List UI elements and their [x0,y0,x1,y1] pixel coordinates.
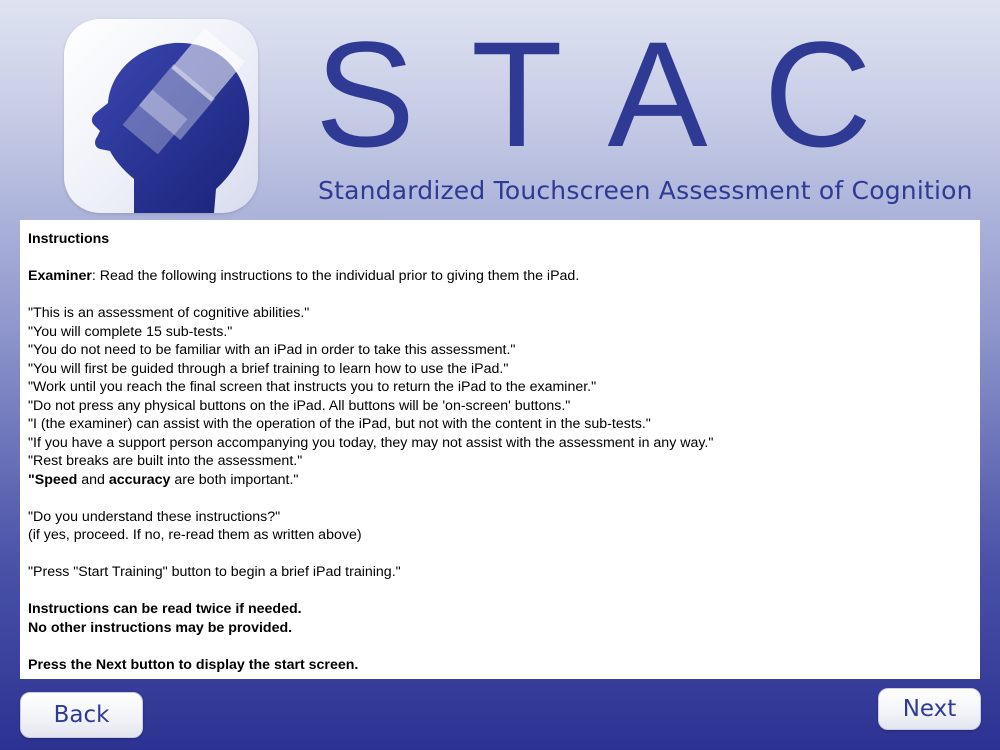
examiner-text: : Read the following instructions to the individual prior to giving them the iPad. [91,268,580,284]
press-next-note: Press the Next button to display the start screen. [28,656,359,673]
speed-accuracy-line: "Speed and accuracy are both important." [28,471,299,488]
read-twice-note: Instructions can be read twice if needed. [28,601,302,617]
head-profile-squares-icon [64,19,258,213]
examiner-label: Examiner [28,268,92,284]
instruction-line: "Work until you reach the final screen that instructs you to return the iPad to the examiner." [28,379,597,395]
understand-question: "Do you understand these instructions?" [28,508,281,525]
instruction-line: "This is an assessment of cognitive abilities." [28,305,310,321]
instructions-heading: Instructions [28,231,110,247]
instruction-line: "You do not need to be familiar with an iPad in order to take this assessment." [28,342,516,358]
stac-logo [64,19,258,213]
back-button[interactable]: Back [20,692,143,738]
instruction-line: "Do not press any physical buttons on the iPad. All buttons will be 'on-screen' buttons." [28,397,571,414]
instruction-line: "You will first be guided through a brief training to learn how to use the iPad." [28,360,509,377]
next-button[interactable]: Next [878,688,981,730]
instruction-line: "If you have a support person accompanying you today, they may not assist with the assessment in any way." [28,434,714,451]
instructions-panel [20,220,980,679]
no-other-note: No other instructions may be provided. [28,619,293,636]
app-subtitle: Standardized Touchscreen Assessment of Cognition [318,176,973,205]
instruction-line: "I (the examiner) can assist with the operation of the iPad, but not with the content in the sub-tests." [28,416,651,432]
understand-note: (if yes, proceed. If no, re-read them as written above) [28,527,362,543]
press-start-line: "Press "Start Training" button to begin a brief iPad training." [28,564,401,580]
instruction-line: "Rest breaks are built into the assessment." [28,453,303,469]
app-title: STAC [315,10,928,178]
examiner-line [28,267,972,286]
instruction-line: "You will complete 15 sub-tests." [28,323,233,340]
